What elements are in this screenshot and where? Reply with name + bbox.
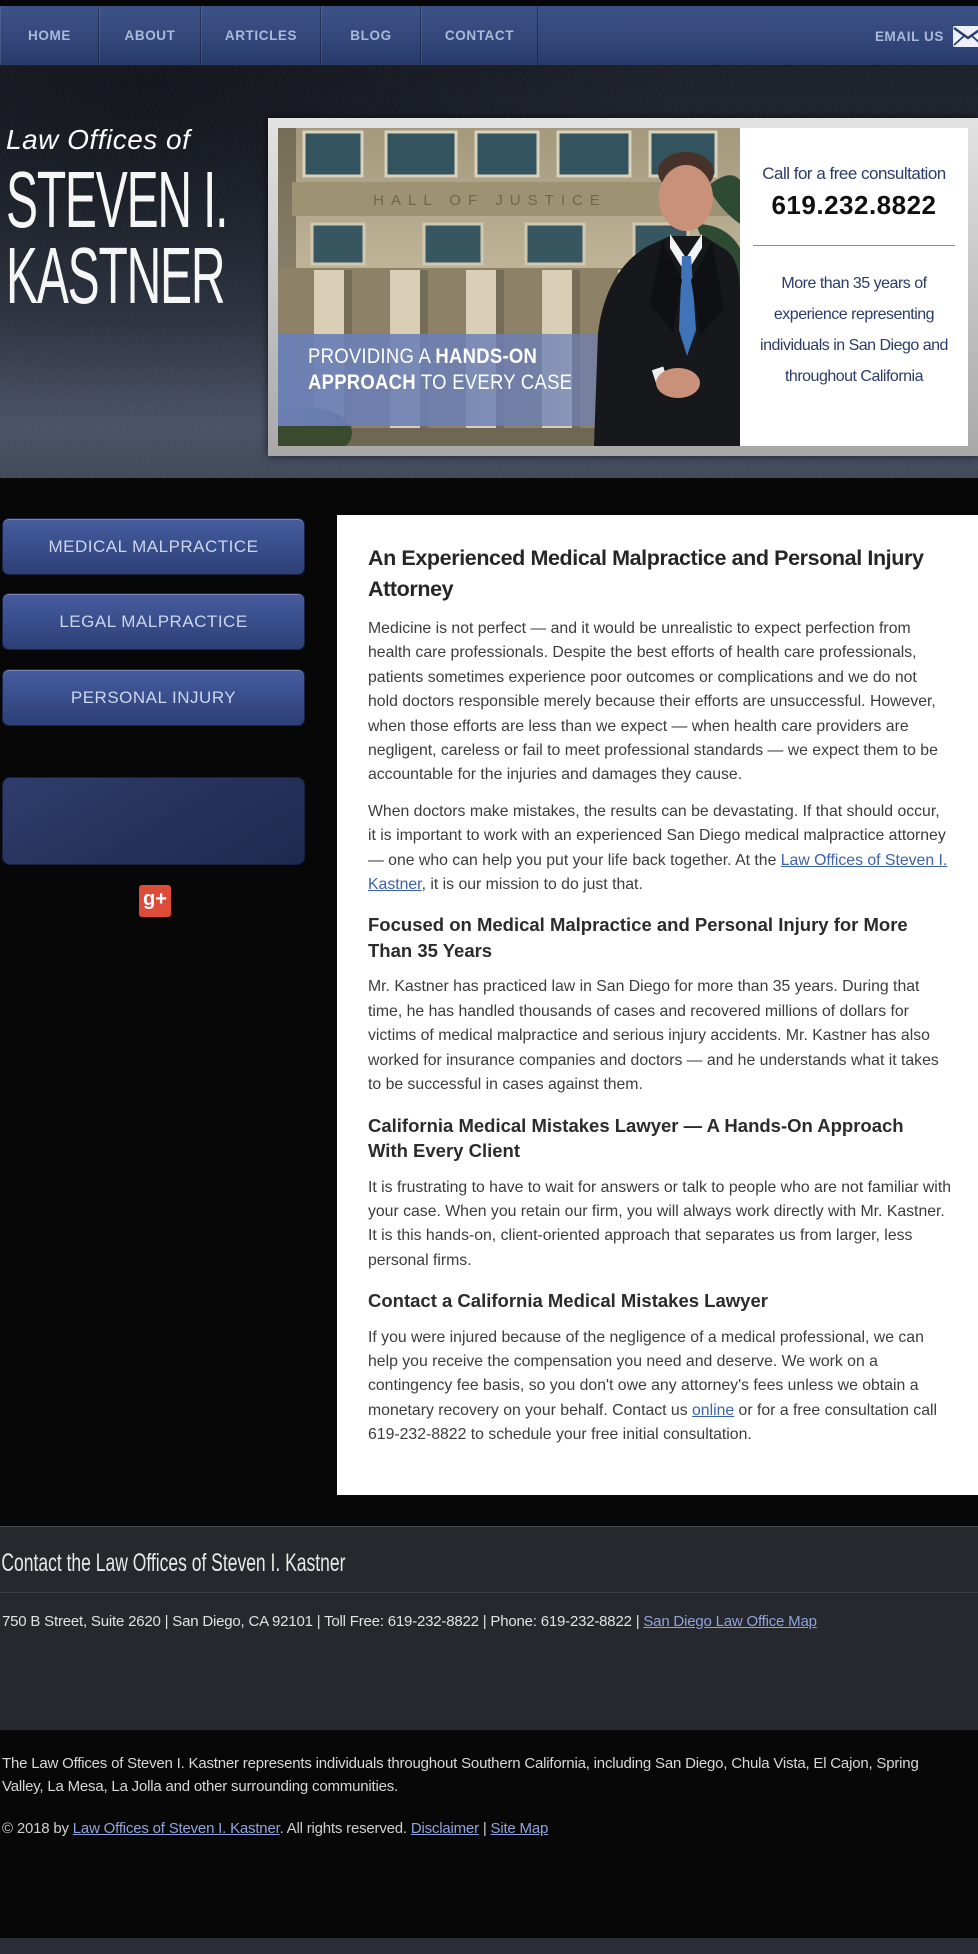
sidebar-button-medical-malpractice[interactable]: MEDICAL MALPRACTICE (2, 518, 305, 575)
masthead (0, 66, 978, 478)
subheading-contact: Contact a California Medical Mistakes Lawyer (368, 1290, 768, 1312)
contact-online-link[interactable]: online (692, 1401, 735, 1419)
page-title: An Experienced Medical Malpractice and Personal Injury Attorney (368, 546, 924, 601)
logo-first-name: STEVEN I. (6, 155, 228, 244)
disclaimer-link[interactable]: Disclaimer (410, 1820, 479, 1837)
footer-disclaimer: The Law Offices of Steven I. Kastner represents individuals throughout Southern California, including San Diego, Chula Vista, El Cajon, Spring Valley, La Mesa, La Jolla and other surrounding communities. (2, 1755, 919, 1795)
cta-tagline: More than 35 years of experience representing individuals in San Diego and throughout California (760, 275, 948, 385)
footer-heading: Contact the Law Offices of Steven I. Kastner (1, 1549, 346, 1577)
email-us-label: EMAIL US (874, 28, 944, 44)
nav-item-blog[interactable]: BLOG (321, 6, 421, 65)
office-map-link[interactable]: San Diego Law Office Map (643, 1613, 817, 1630)
paragraph-1: Medicine is not perfect — and it would be unrealistic to expect perfection from health care professionals. Despite the best efforts of health care professionals, patients sometimes experience poor outcomes or complications and we do not hold doctors responsible merely because their efforts are unsuccessful. However, when those efforts are less than we expect — when health care providers are negligent, careless or fail to meet professional standards — we expect them to be accountable for the injuries and damages they cause. (368, 620, 938, 784)
nav-item-home[interactable]: HOME (0, 6, 99, 65)
site-map-link[interactable]: Site Map (490, 1820, 549, 1837)
copyright-firm-link[interactable]: Law Offices of Steven I. Kastner (72, 1820, 280, 1837)
sidebar-promo-box (2, 777, 305, 865)
paragraph-4: It is frustrating to have to wait for answers or talk to people who are not familiar with your case. When you retain our firm, you will always work directly with Mr. Kastner. It is this hands-on, client-oriented approach that separates us from larger, less personal firms. (368, 1178, 951, 1269)
sidebar-button-legal-malpractice[interactable]: LEGAL MALPRACTICE (2, 593, 305, 650)
nav-item-articles[interactable]: ARTICLES (201, 6, 321, 65)
bottom-strip (0, 1938, 978, 1954)
hero-cta-panel (740, 128, 968, 446)
sidebar-button-personal-injury[interactable]: PERSONAL INJURY (2, 669, 305, 726)
footer-copyright: © 2018 by Law Offices of Steven I. Kastner. All rights reserved. Disclaimer | Site Map (2, 1820, 549, 1837)
footer-address: 750 B Street, Suite 2620 | San Diego, CA 92101 | Toll Free: 619-232-8822 | Phone: 619-232-8822 | San Diego Law Office Map (2, 1613, 817, 1630)
phone-number: 619.232.8822 (771, 190, 937, 220)
attorney-photo (278, 128, 740, 446)
firm-link[interactable]: Law Offices of Steven I. Kastner (368, 851, 948, 894)
logo-name (6, 155, 228, 320)
logo-last-name: KASTNER (6, 231, 225, 320)
nav-item-contact[interactable]: CONTACT (421, 6, 538, 65)
paragraph-2: When doctors make mistakes, the results can be devastating. If that should occur, it is important to work with an experienced San Diego medical malpractice attorney — one who can help you put your life back together. At the Law Offices of Steven I. Kastner, it is our mission to do just that. (368, 802, 948, 894)
cta-divider (753, 245, 955, 246)
paragraph-3: Mr. Kastner has practiced law in San Diego for more than 35 years. During that time, he has handled thousands of cases and recovered millions of dollars for victims of medical malpractice and serious injury accidents. Mr. Kastner has also worked for insurance companies and doctors — and he understands what it takes to be successful in cases against them. (368, 978, 939, 1094)
email-envelope-icon (953, 26, 978, 47)
subheading-focused: Focused on Medical Malpractice and Personal Injury for More Than 35 Years (368, 914, 908, 961)
cta-title: Call for a free consultation (762, 164, 946, 183)
logo-prefix: Law Offices of (6, 124, 191, 155)
footer (0, 1526, 978, 1730)
hero-overlay-text: PROVIDING A HANDS-ON APPROACH TO EVERY CASE (308, 345, 573, 394)
nav-item-about[interactable]: ABOUT (99, 6, 201, 65)
building-sign-text: HALL OF JUSTICE (373, 192, 607, 209)
main-content (337, 515, 978, 1495)
email-us-link[interactable] (875, 6, 978, 66)
top-nav (0, 6, 978, 66)
subheading-hands-on: California Medical Mistakes Lawyer — A Hands-On Approach With Every Client (368, 1114, 904, 1161)
google-plus-icon[interactable]: g+ (139, 885, 171, 917)
hero-banner (268, 118, 978, 456)
paragraph-5: If you were injured because of the negligence of a medical professional, we can help you receive the compensation you need and deserve. We work on a contingency fee basis, so you don't owe any attorney's fees unless we obtain a monetary recovery on your behalf. Contact us online or for a free consultation call 619-232-8822 to schedule your free initial consultation. (368, 1328, 938, 1444)
